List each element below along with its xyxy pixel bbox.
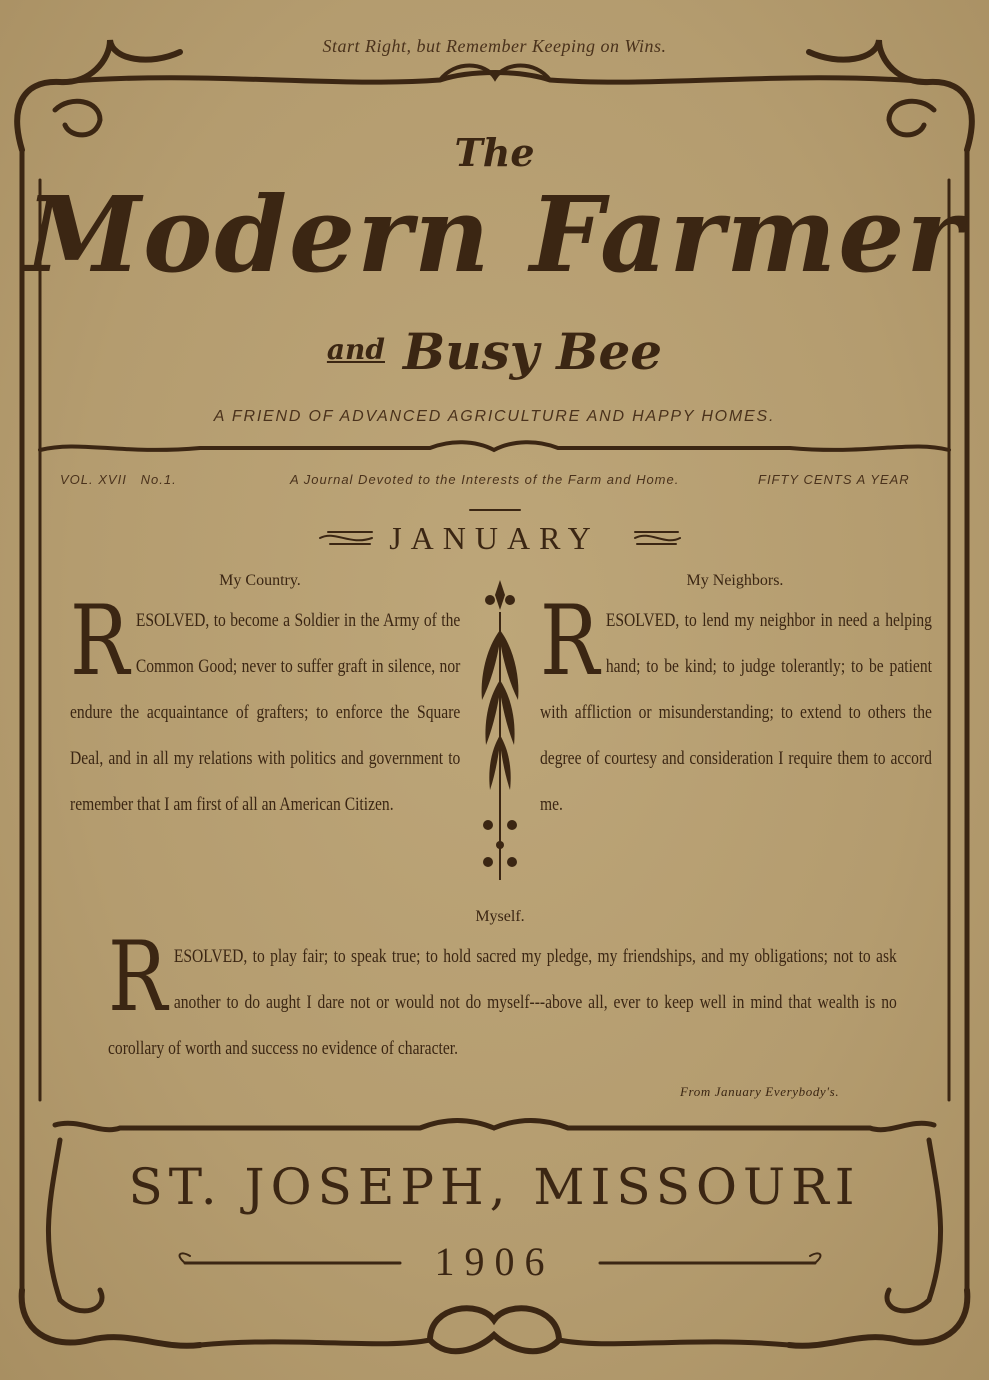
volume-label (60, 472, 177, 487)
tagline: A FRIEND OF ADVANCED AGRICULTURE AND HAPPY HOMES. (213, 408, 776, 425)
myself-resolution (108, 921, 897, 1072)
masthead-title: Modern Farmer (25, 173, 964, 296)
source-credit: From January Everybody's. (680, 1084, 840, 1099)
country-dropcap: R (70, 585, 130, 697)
subtitle-text: Busy Bee (402, 322, 663, 381)
country-text: ESOLVED, to become a Soldier in the Army of the Common Good; never to suffer graft in silence, nor endure the acquaintance of grafters; to enforce the Square Deal, and in all my relations with politics and government to remember that I am first of all an American Citizen. (70, 610, 461, 815)
neighbors-resolution (540, 585, 932, 828)
month-heading: JANUARY (389, 520, 600, 556)
country-resolution (70, 585, 461, 828)
neighbors-text: ESOLVED, to lend my neighbor in need a helping hand; to be kind; to judge tolerantly; to be patient with affliction or misunderstanding; to extend to others the degree of courtesy and consideration I require them to accord me. (540, 610, 932, 815)
volume: VOL. XVII (60, 472, 127, 487)
country-heading: My Country. (219, 572, 301, 589)
motto: Start Right, but Remember Keeping on Wins. (322, 36, 667, 56)
title-article: The (454, 130, 535, 175)
subscription-price: FIFTY CENTS A YEAR (758, 472, 910, 487)
masthead-subtitle (0, 322, 989, 381)
myself-dropcap: R (108, 921, 168, 1033)
issue-number: No.1. (140, 472, 177, 487)
neighbors-dropcap: R (540, 585, 600, 697)
publication-city: ST. JOSEPH, MISSOURI (128, 1158, 861, 1216)
vine-ornament-icon (482, 580, 519, 880)
myself-text: ESOLVED, to play fair; to speak true; to hold sacred my pledge, my friendships, and my obligations; not to ask another to do aught I dare not or would not do myself---above all, ever to keep well in mind that wealth is no corollary of worth and success no evidence of character. (108, 946, 897, 1059)
myself-heading: Myself. (475, 908, 525, 925)
neighbors-heading: My Neighbors. (686, 572, 784, 589)
subtitle-conjunction: and (326, 333, 385, 366)
journal-description: A Journal Devoted to the Interests of the Farm and Home. (290, 472, 680, 487)
publication-year: 1906 (434, 1239, 555, 1284)
